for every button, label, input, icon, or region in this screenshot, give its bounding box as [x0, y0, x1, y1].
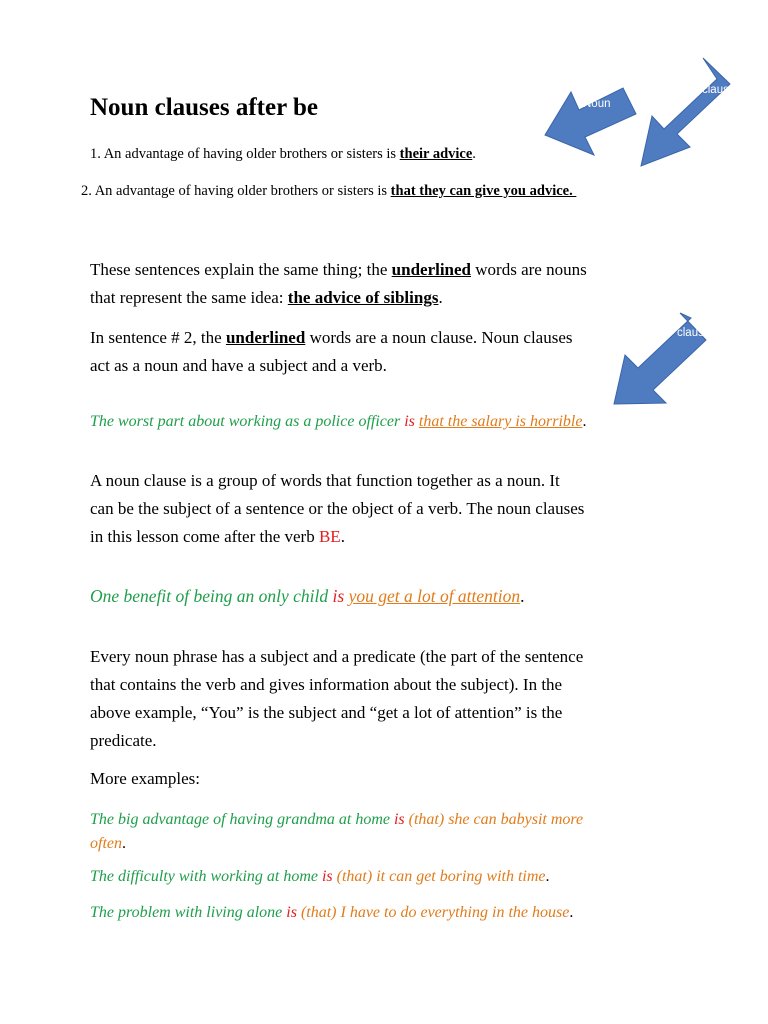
- underlined-phrase: their advice: [399, 146, 473, 162]
- example-only-child: One benefit of being an only child is you get a lot of attention.: [90, 586, 525, 606]
- clause-arrow-label: clause: [702, 84, 736, 96]
- underlined-clause: that they can give you advice.: [390, 183, 577, 199]
- example-working-at-home: The difficulty with working at home is (that) it can get boring with time.: [90, 868, 550, 885]
- more-examples-heading: More examples:: [90, 769, 200, 788]
- clause-arrow-2-label: clause: [677, 327, 711, 339]
- example-living-alone: The problem with living alone is (that) I have to do everything in the house.: [90, 904, 574, 921]
- paragraph-noun-clause: In sentence # 2, the underlined words are a noun clause. Noun clauses act as a noun and have a subject and a verb.: [90, 328, 573, 375]
- sentence-1: 1. An advantage of having older brothers or sisters is their advice.: [90, 146, 476, 162]
- example-grandma: The big advantage of having grandma at home is (that) she can babysit more often.: [90, 811, 584, 852]
- paragraph-subject-predicate: Every noun phrase has a subject and a predicate (the part of the sentence that contains the verb and gives information about the subject). In the above example, “You” is the subject and “get a lot of attention” is the predicate.: [90, 647, 584, 750]
- example-police-officer: The worst part about working as a police officer is that the salary is horrible.: [90, 413, 587, 430]
- paragraph-explanation: These sentences explain the same thing; the underlined words are nouns that represent the same idea: the advice of siblings.: [90, 260, 587, 307]
- sentence-2: 2. An advantage of having older brothers or sisters is that they can give you advice.: [81, 183, 577, 199]
- page-title: Noun clauses after be: [90, 94, 319, 121]
- noun-arrow-label: Noun: [583, 98, 611, 110]
- paragraph-definition: A noun clause is a group of words that function together as a noun. It can be the subject of a sentence or the object of a verb. The noun clauses in this lesson come after the verb BE.: [90, 471, 585, 546]
